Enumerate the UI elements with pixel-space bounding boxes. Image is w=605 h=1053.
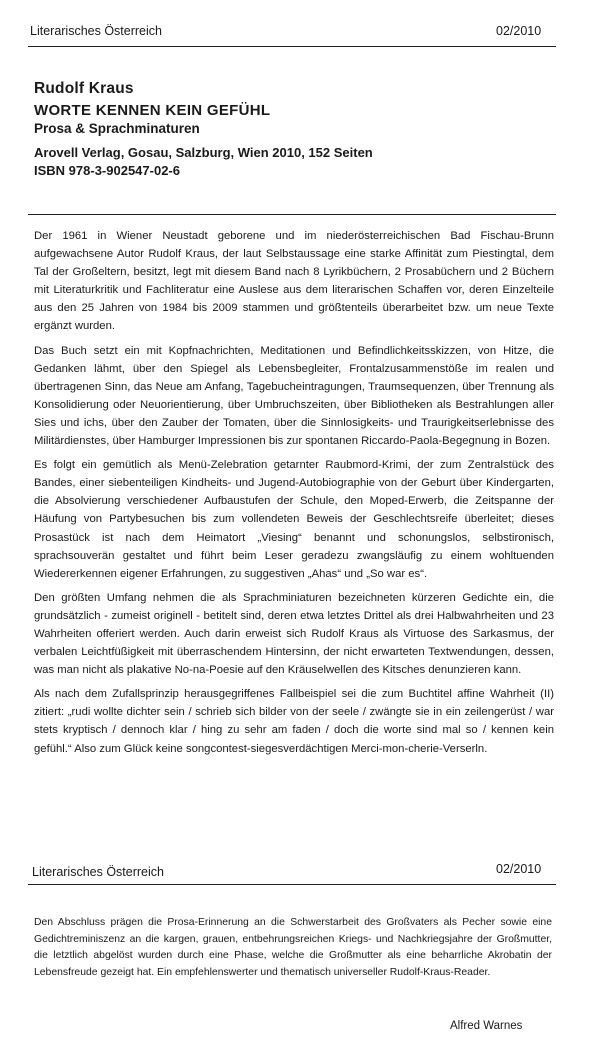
closing-paragraph: Den Abschluss prägen die Prosa-Erinnerung an die Schwerstarbeit des Großvaters als Pecher sowie eine Gedichtreminiszenz an die kargen, grauen, entbehrungsreichen Kriegs- und Nachkriegsjahre der Großmutter, die letztlich abgelöst wurden durch eine Phase, welche die Großmutter als eine beharrliche Akrobatin der Lebensfreude gezeigt hat. Ein empfehlenswerter und thematisch universeller Rudolf-Kraus-Reader. (34, 917, 552, 978)
review-body (34, 227, 554, 764)
header-rule-top (28, 46, 556, 47)
paragraph: Als nach dem Zufallsprinzip herausgegriffenes Fallbeispiel sei die zum Buchtitel affine Wahrheit (II) zitiert: „rudi wollte dichter sein / schrieb sich bilder von der seele / zwängte sie in ein zeilengerüst / war stets kryptisch / dennoch klar / hing zu sehr am faden / doch die worte sind mal so / kennen kein gefühl.“ Also zum Glück keine songcontest-siegesverdächtigen Merci-mon-cherie-Verserln. (34, 688, 554, 755)
paragraph: Den größten Umfang nehmen die als Sprachminiaturen bezeichneten kürzeren Gedichte ein, die grundsätzlich - zumeist originell - betitelt sind, deren etwa letztes Drittel als drei Halbwahrheiten und 23 Wahrheiten offeriert werden. Auch darin erweist sich Rudolf Kraus als Virtuose des Sarkasmus, der verbalen Leichtfüßigkeit mit überraschendem Hintersinn, der nicht erwarteten Textwendungen, dessen, was man nicht als plakative No-na-Poesie auf den Kräuselwellen des Kitsches denunzieren kann. (34, 591, 554, 677)
author-name: Rudolf Kraus (34, 80, 134, 97)
reviewer-signature: Alfred Warnes (450, 1020, 523, 1032)
issue-number-bottom: 02/2010 (496, 862, 542, 876)
book-subtitle: Prosa & Sprachminaturen (34, 121, 200, 136)
paragraph: Der 1961 in Wiener Neustadt geborene und im niederösterreichischen Bad Fischau-Brunn aufgewachsene Autor Rudolf Kraus, der laut Selbstaussage eine starke Affinität zum Piestingtal, dem Tal der Großeltern, besitzt, legt mit diesem Band nach 8 Lyrikbüchern, 2 Prosabüchern und 2 Büchern mit Literaturkritik und Fachliteratur eine Auslese aus dem literarischen Schaffen vor, deren Einzelteile aus den 25 Jahren von 1984 bis 2009 stammen und größtenteils überarbeitet bzw. um neue Texte ergänzt wurden. (34, 230, 554, 333)
paragraph: Das Buch setzt ein mit Kopfnachrichten, Meditationen und Befindlichkeitsskizzen, von Hitze, die Gedanken lähmt, über den Spiegel als Lebensbegleiter, Frontalzusammenstöße im realen und übertragenen Sinn, das Neue am Anfang, Tagebucheintragungen, Traumsequenzen, über Trennung als Konsolidierung oder Neuorientierung, über Umbruchszeiten, über Bibliotheken als Bestrahlungen aller Sies und ichs, über den Zauber der Tomaten, über die Sinnlosigkeits- und Traurigkeitserlebnisse des Militärdienstes, über Hamburger Impressionen bis zur spontanen Riccardo-Paola-Begegnung in Bozen. (34, 344, 554, 448)
paragraph: Es folgt ein gemütlich als Menü-Zelebration getarnter Raubmord-Krimi, der zum Zentralstück des Bandes, einer siebenteiligen Kindheits- und Jugend-Autobiographie von der Geburt über Kindergarten, die Absolvierung verschiedener Aufbaustufen der Schule, den Moped-Erwerb, die Zeitspanne der Häufung von Partybesuchen bis zum vollendeten Beweis der Geschlechtsreife überleitet; dieses Prosastück ist nach dem Heimatort „Viesing“ benannt und schonungslos, selbstironisch, sprachsouverän gestaltet und führt beim Leser geradezu zwangsläufig zu einem wohltuenden Wiedererkennen eigener Erfahrungen, zu suggestiven „Ahas“ und „So war es“. (34, 459, 554, 580)
book-info (34, 80, 574, 180)
journal-name-bottom: Literarisches Österreich (32, 865, 164, 879)
header-rule-bottom (28, 884, 556, 885)
book-title: WORTE KENNEN KEIN GEFÜHL (34, 102, 271, 119)
isbn-line: ISBN 978-3-902547-02-6 (34, 163, 180, 178)
review-continuation (34, 915, 552, 981)
publisher-line: Arovell Verlag, Gosau, Salzburg, Wien 2010, 152 Seiten (34, 145, 373, 160)
issue-number-top: 02/2010 (496, 24, 542, 38)
journal-name-top: Literarisches Österreich (30, 24, 162, 38)
section-rule (28, 214, 556, 215)
